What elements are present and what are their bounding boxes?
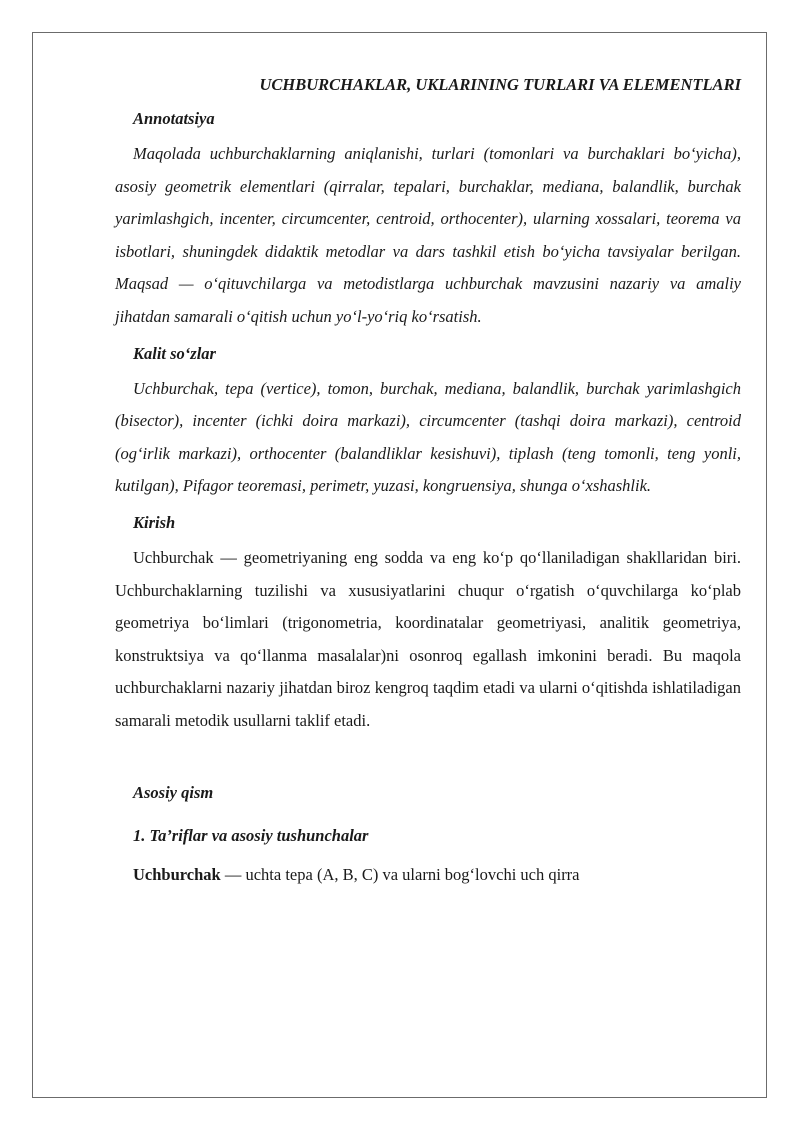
document-title: UCHBURCHAKLAR, UKLARINING TURLARI VA ELEMENTLARI: [259, 75, 741, 94]
document-body: [115, 74, 741, 886]
section-1-heading: 1. Ta’riflar va asosiy tushunchalar: [133, 825, 369, 845]
intro-heading: Kirish: [133, 512, 176, 532]
keywords-paragraph: Uchburchak, tepa (vertice), tomon, burchak, mediana, balandlik, burchak yarimlashgich (bisector), incenter (ichki doira markazi), circumcenter (tashqi doira markazi), centroid (og‘irlik markazi), orthocenter (balandliklar kesishuvi), tiplash (teng tomonli, teng yonli, kutilgan), Pifagor teoremasi, perimetr, yuzasi, kongruensiya, shunga o‘xshashlik.: [115, 378, 741, 496]
annotation-paragraph: Maqolada uchburchaklarning aniqlanishi, turlari (tomonlari va burchaklari bo‘yicha), asosiy geometrik elementlari (qirralar, tepalari, burchaklar, mediana, balandlik, burchak yarimlashgich, incenter, circumcenter, centroid, orthocenter), ularning xossalari, teorema va isbotlari, shuningdek didaktik metodlar va dars tashkil etish bo‘yicha tavsiyalar berilgan. Maqsad — o‘qituvchilarga va metodistlarga uchburchak mavzusini nazariy va amaliy jihatdan samarali o‘qitish uchun yo‘l-yo‘riq ko‘rsatish.: [115, 144, 741, 326]
intro-paragraph: Uchburchak — geometriyaning eng sodda va eng ko‘p qo‘llaniladigan shakllaridan biri. Uchburchaklarning tuzilishi va xususiyatlarini chuqur o‘rgatish o‘quvchilarga ko‘plab geometriya bo‘limlari (trigonometria, koordinatalar geometriyasi, analitik geometriya, konstruktsiya va qo‘llanma masalalar)ni osonroq egallash imkonini beradi. Bu maqola uchburchaklarni nazariy jihatdan biroz kengroq taqdim etadi va ularni o‘qitishda ishlatiladigan samarali metodik usullarni taklif etadi.: [115, 547, 741, 730]
main-section-heading: Asosiy qism: [133, 782, 214, 802]
keywords-heading: Kalit so‘zlar: [133, 343, 216, 363]
definition-term: Uchburchak: [133, 864, 221, 884]
definition-text: — uchta tepa (A, B, C) va ularni bog‘lovchi uch qirra: [220, 864, 580, 884]
annotation-heading: Annotatsiya: [133, 109, 215, 128]
definition-line: [115, 864, 741, 886]
